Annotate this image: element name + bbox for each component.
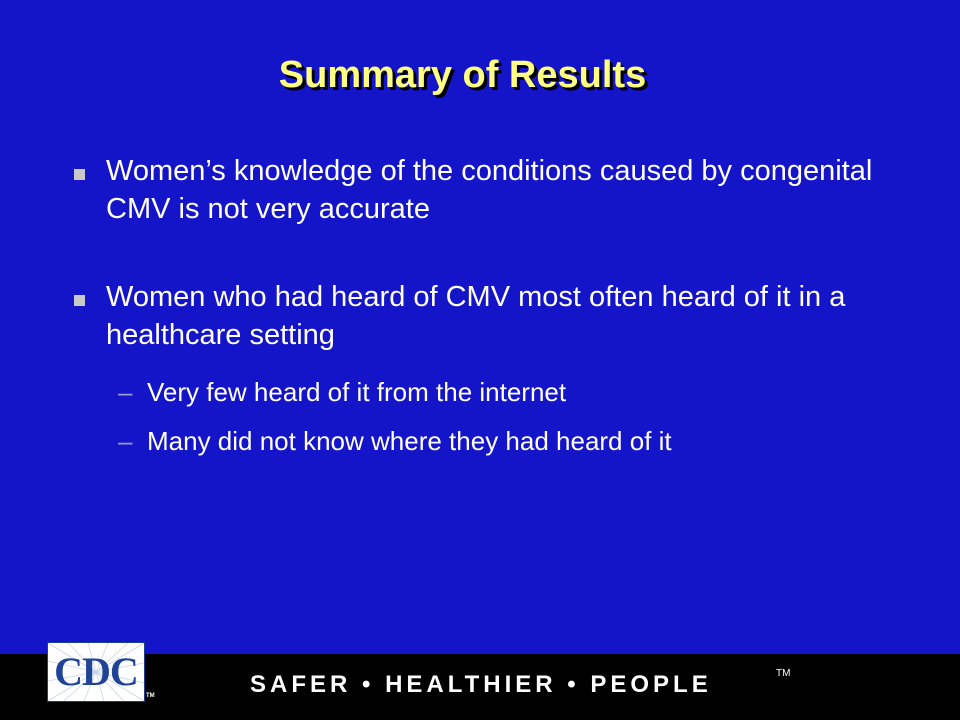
- slide-title: Summary of Results: [278, 54, 647, 96]
- bullet-text: Women’s knowledge of the conditions caused by congenital CMV is not very accurate: [106, 155, 873, 225]
- footer-bar: [0, 649, 960, 720]
- sub-bullet-text: Very few heard of it from the internet: [147, 377, 567, 407]
- bullet-square-icon: [74, 169, 85, 180]
- bullet-square-icon: [74, 295, 85, 306]
- tagline-trademark: TM: [776, 668, 791, 679]
- cdc-logo-text: CDC: [54, 649, 138, 694]
- sub-bullet-text: Many did not know where they had heard of it: [147, 426, 672, 456]
- bullet-marker: [74, 152, 94, 196]
- sub-bullet-dash: –: [118, 377, 133, 407]
- footer-tagline: SAFER • HEALTHIER • PEOPLE: [250, 671, 712, 698]
- cdc-logo: [47, 642, 145, 702]
- logo-trademark: TM: [146, 693, 155, 699]
- sub-bullet-dash: –: [118, 426, 133, 456]
- bullet-marker: [74, 278, 94, 322]
- bullet-text: Women who had heard of CMV most often heard of it in a healthcare setting: [106, 281, 846, 351]
